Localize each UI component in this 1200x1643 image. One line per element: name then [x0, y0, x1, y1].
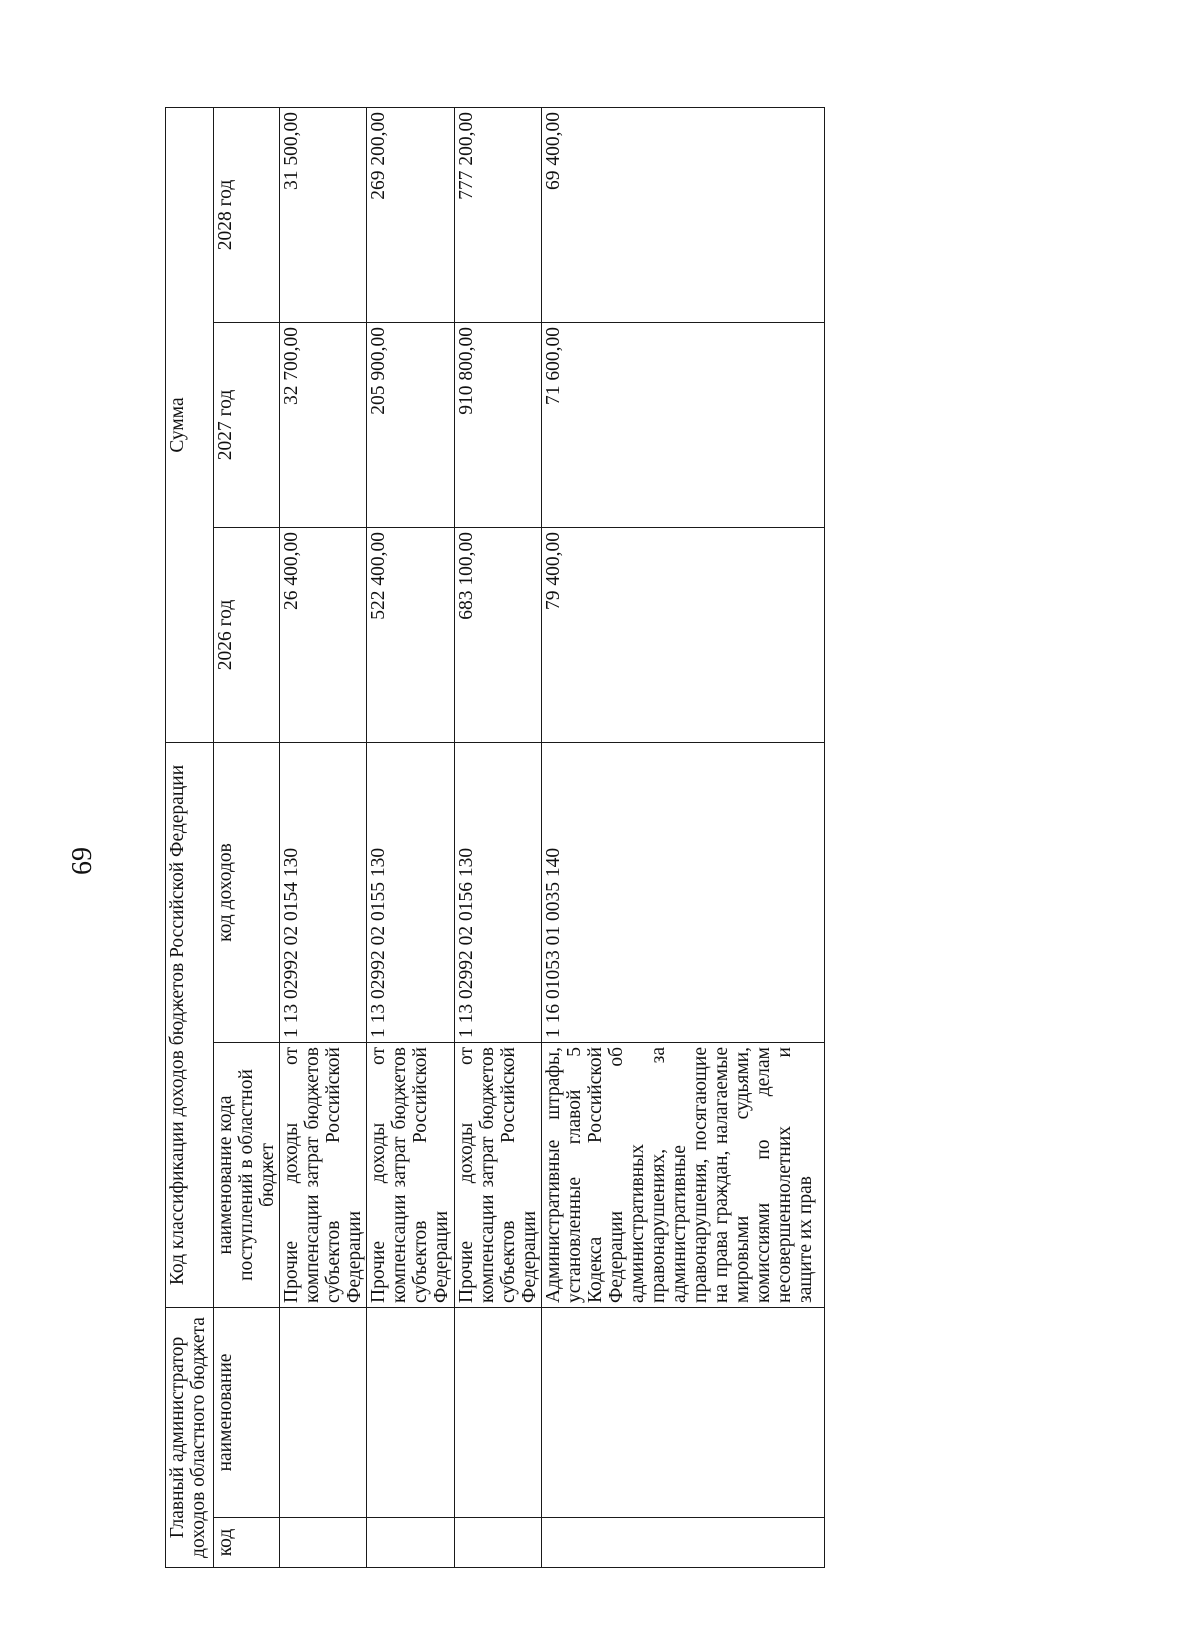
row-income-code: 1 13 02992 02 0155 130: [367, 743, 454, 1043]
row-amount-2027: 71 600,00: [541, 323, 824, 528]
budget-table: [165, 107, 825, 1568]
admin-group-header: Главный администратор доходов областного бюджета: [166, 1308, 214, 1568]
row-income-code: 1 16 01053 01 0035 140: [541, 743, 824, 1043]
row-admin-code: [367, 1518, 454, 1568]
row-amount-2026: 683 100,00: [454, 528, 541, 743]
row-amount-2027: 32 700,00: [280, 323, 367, 528]
row-admin-name: [541, 1308, 824, 1518]
row-income-name: Административные штрафы, установленные главой 5 Кодекса Российской Федерации об административных правонарушениях, за административные правонарушения, посягающие на права граждан, налагаемые мировыми судьями, комиссиями по делам несовершеннолетних и защите их прав: [541, 1043, 824, 1308]
sum-group-header: Сумма: [166, 108, 214, 743]
row-admin-name: [280, 1308, 367, 1518]
row-amount-2028: 69 400,00: [541, 108, 824, 323]
row-amount-2026: 79 400,00: [541, 528, 824, 743]
year-2026-header: 2026 год: [214, 528, 280, 743]
row-amount-2026: 26 400,00: [280, 528, 367, 743]
row-income-name: Прочие доходы от компенсации затрат бюджетов субъектов Российской Федерации: [367, 1043, 454, 1308]
row-income-name: Прочие доходы от компенсации затрат бюджетов субъектов Российской Федерации: [280, 1043, 367, 1308]
table-row: [541, 108, 824, 1568]
page-number: 69: [67, 847, 98, 875]
admin-name-header: наименование: [214, 1308, 280, 1518]
table-row: [454, 108, 541, 1568]
budget-table-rotated: [165, 108, 825, 1568]
row-amount-2027: 910 800,00: [454, 323, 541, 528]
row-admin-code: [541, 1518, 824, 1568]
row-income-name: Прочие доходы от компенсации затрат бюджетов субъектов Российской Федерации: [454, 1043, 541, 1308]
income-code-header: код доходов: [214, 743, 280, 1043]
table-row: [280, 108, 367, 1568]
row-admin-code: [280, 1518, 367, 1568]
year-2027-header: 2027 год: [214, 323, 280, 528]
admin-code-header: код: [214, 1518, 280, 1568]
year-2028-header: 2028 год: [214, 108, 280, 323]
row-amount-2028: 31 500,00: [280, 108, 367, 323]
row-amount-2027: 205 900,00: [367, 323, 454, 528]
income-name-header: наименование кода поступлений в областной бюджет: [214, 1043, 280, 1308]
row-admin-code: [454, 1518, 541, 1568]
table-row: [367, 108, 454, 1568]
row-admin-name: [367, 1308, 454, 1518]
row-amount-2028: 777 200,00: [454, 108, 541, 323]
row-admin-name: [454, 1308, 541, 1518]
row-income-code: 1 13 02992 02 0156 130: [454, 743, 541, 1043]
row-amount-2026: 522 400,00: [367, 528, 454, 743]
classification-group-header: Код классификации доходов бюджетов Российской Федерации: [166, 743, 214, 1308]
row-income-code: 1 13 02992 02 0154 130: [280, 743, 367, 1043]
row-amount-2028: 269 200,00: [367, 108, 454, 323]
